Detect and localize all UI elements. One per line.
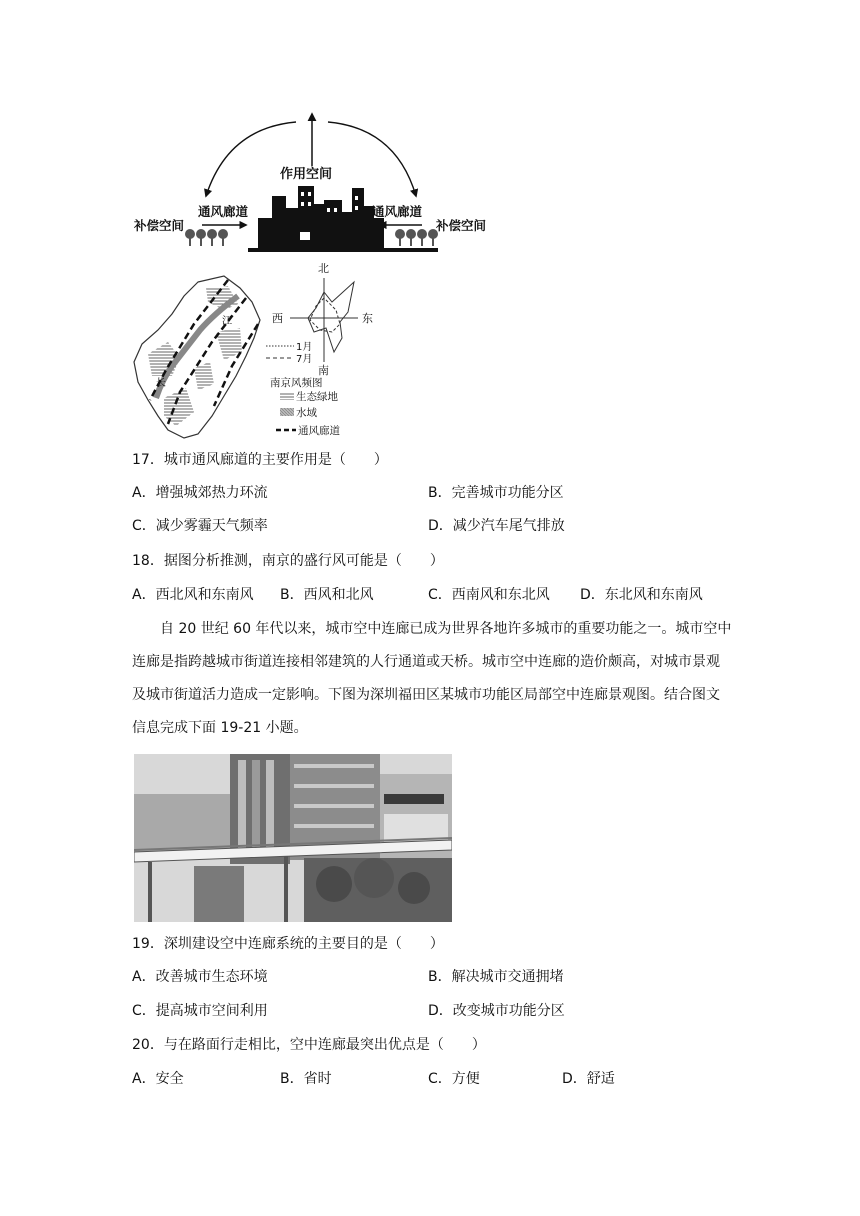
label-compensation-right: 补偿空间 [436,218,487,233]
question-19-stem: 19．深圳建设空中连廊系统的主要目的是（ ） [132,936,444,952]
legend-corridor-label: 通风廊道 [298,425,340,437]
wind-rose [272,262,373,377]
question-20-option-c: C．方便 [428,1071,480,1087]
trees-left [185,229,228,246]
label-action-space: 作用空间 [280,167,333,182]
label-corridor-left: 通风廊道 [198,204,249,219]
question-17-option-b: B．完善城市功能分区 [428,485,564,501]
map-legend [266,341,340,437]
question-18-stem: 18．据图分析推测，南京的盛行风可能是（ ） [132,553,444,569]
background-trees [134,794,234,854]
question-17-stem: 17．城市通风廊道的主要作用是（ ） [132,452,388,468]
passage-paragraph [132,613,732,745]
trees-right [395,229,438,246]
question-18-option-c: C．西南风和东北风 [428,587,550,603]
compass-south: 南 [318,364,329,377]
compass-north: 北 [318,262,329,275]
city-skyline [248,186,438,252]
right-curve-arrow [328,122,416,196]
legend-july: 7月 [296,354,313,365]
legend-water-label: 水域 [296,407,317,419]
question-20-option-b: B．省时 [280,1071,332,1087]
wind-rose-july [308,282,354,352]
question-17-option-c: C．减少雾霾天气频率 [132,518,268,534]
ventilation-corridor-diagram [128,108,498,258]
question-17-option-a: A．增强城郊热力环流 [132,485,268,501]
legend-green-label: 生态绿地 [296,391,338,403]
question-19-option-b: B．解决城市交通拥堵 [428,969,564,985]
compass-west: 西 [272,312,283,325]
skywalk-photo [134,754,452,922]
question-20-stem: 20．与在路面行走相比，空中连廊最突出优点是（ ） [132,1037,486,1053]
wind-rose-january [310,298,340,332]
map-label-river: 江 [222,316,232,327]
nanjing-map-figure [128,258,378,444]
question-18-option-d: D．东北风和东南风 [580,587,703,603]
question-18-option-a: A．西北风和东南风 [132,587,254,603]
question-20-option-a: A．安全 [132,1071,184,1087]
question-20-option-d: D．舒适 [562,1071,615,1087]
legend-green-swatch [280,392,294,400]
left-curve-arrow [206,122,296,196]
question-19-option-c: C．提高城市空间利用 [132,1003,268,1019]
compass-east: 东 [362,312,373,325]
legend-water-swatch [280,408,294,416]
map-label-chang: 长 [156,378,166,389]
question-18-option-b: B．西风和北风 [280,587,374,603]
question-19-option-a: A．改善城市生态环境 [132,969,268,985]
question-19-option-d: D．改变城市功能分区 [428,1003,565,1019]
legend-title: 南京风频图 [270,377,323,389]
label-compensation-left: 补偿空间 [134,218,185,233]
passage-text: 自 20 世纪 60 年代以来，城市空中连廊已成为世界各地许多城市的重要功能之一。城市空中连廊是指跨越城市街道连接相邻建筑的人行通道或天桥。城市空中连廊的造价颇高，对城市景观及城市街道活力造成一定影响。下图为深圳福田区某城市功能区局部空中连廊景观图。结合图文信息完成下面 19-21 小题。 [132,621,732,736]
question-17-option-d: D．减少汽车尾气排放 [428,518,565,534]
label-corridor-right: 通风廊道 [372,204,423,219]
legend-january: 1月 [296,342,313,353]
